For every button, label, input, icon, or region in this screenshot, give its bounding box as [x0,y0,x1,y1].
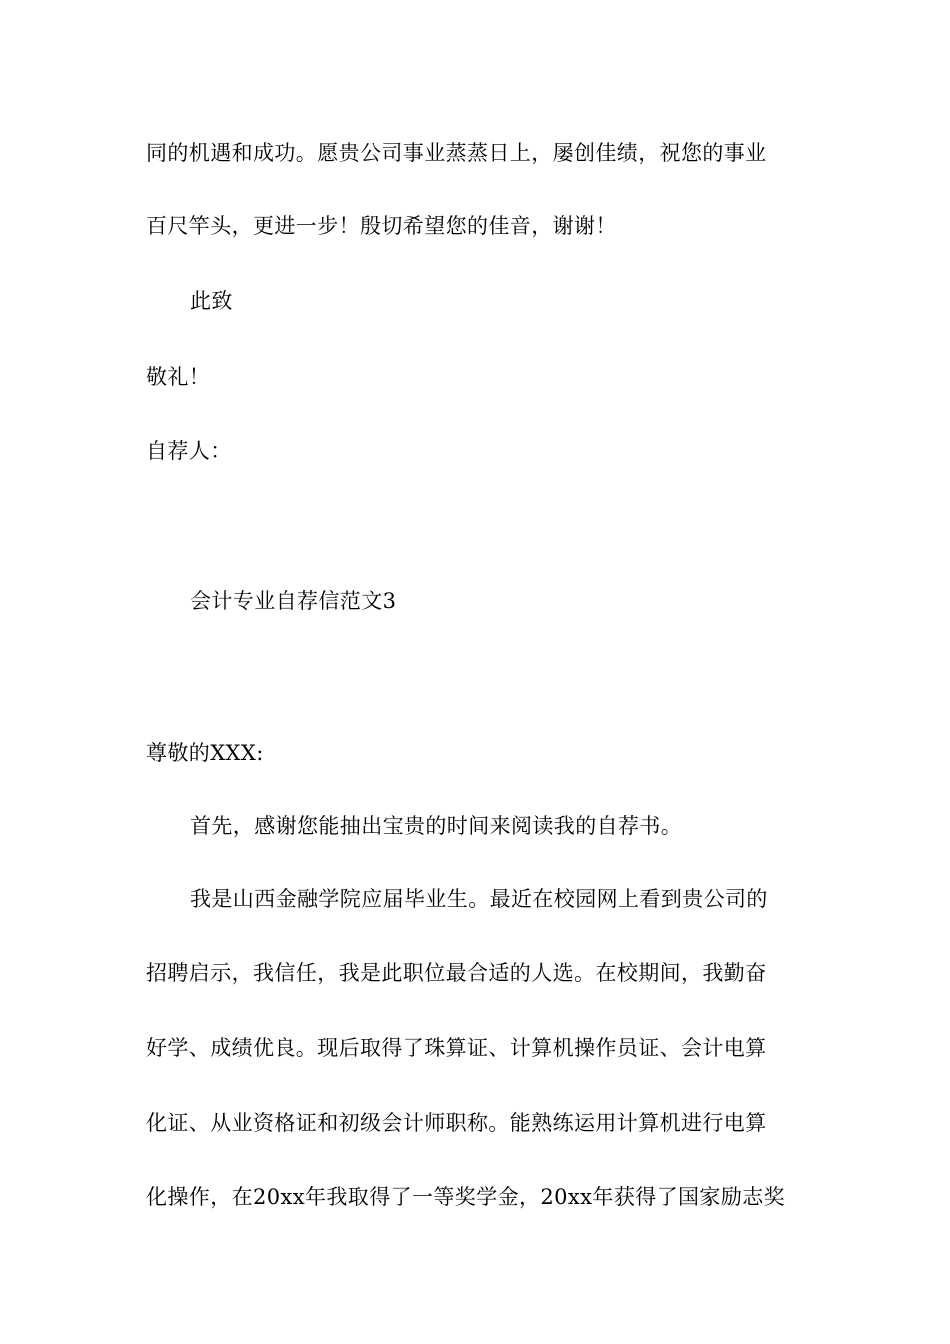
letter-greeting: 尊敬的XXX: [146,741,264,765]
letter-paragraph-2-line: 好学、成绩优良。现后取得了珠算证、计算机操作员证、会计电算 [146,1036,767,1060]
letter-paragraph-2-line: 招聘启示，我信任，我是此职位最合适的人选。在校期间，我勤奋 [146,961,767,985]
section-title: 会计专业自荐信范文3 [190,589,397,613]
signature-label: 自荐人： [146,439,232,463]
letter-paragraph-1: 首先，感谢您能抽出宝贵的时间来阅读我的自荐书。 [190,814,683,838]
salutation-jing-li: 敬礼！ [146,365,211,389]
letter-paragraph-2-line: 我是山西金融学院应届毕业生。最近在校园网上看到贵公司的 [190,887,768,911]
letter-paragraph-2-line: 化证、从业资格证和初级会计师职称。能熟练运用计算机进行电算 [146,1111,767,1135]
closing-line-1: 同的机遇和成功。愿贵公司事业蒸蒸日上，屡创佳绩，祝您的事业 [146,141,767,165]
closing-line-2: 百尺竿头，更进一步！殷切希望您的佳音，谢谢！ [146,214,617,238]
salutation-ci-zhi: 此致 [190,289,233,313]
letter-paragraph-2-line: 化操作，在20xx年我取得了一等奖学金，20xx年获得了国家励志奖 [146,1185,786,1209]
